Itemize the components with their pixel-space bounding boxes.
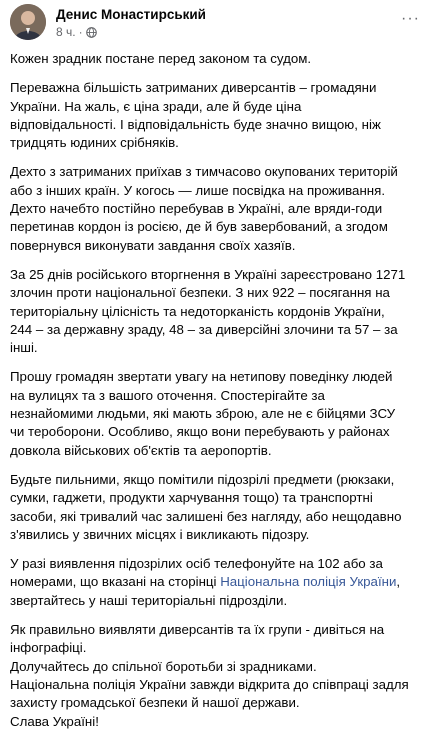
post-header [10, 4, 420, 40]
author-avatar[interactable] [10, 4, 46, 40]
globe-icon [86, 27, 97, 38]
post-paragraph: Дехто з затриманих приїхав з тимчасово окупованих територій або з інших країн. У когось — лише посвідка на проживання. Дехто начебто постійно перебував в Україні, але вряди-годи перетинав кордон із росією, де й був завербований, а згодом повернувся виконувати завдання своїх хазяїв. [10, 164, 398, 253]
post-paragraph: Кожен зрадник постане перед законом та судом. [10, 51, 312, 66]
post-time[interactable]: 8 ч. [56, 25, 76, 39]
post-line: Національна поліція України завжди відкрита до співпраці задля захисту громадської безпеки й нашої держави. [10, 676, 409, 711]
post-line: Слава Україні! [10, 713, 99, 729]
post-line: Долучайтесь до спільної боротьби зі зрадниками. [10, 658, 317, 674]
post-line: Як правильно виявляти диверсантів та їх групи - дивіться на інфографіці. [10, 622, 385, 656]
post-paragraph: За 25 днів російського вторгнення в Україні зареєстровано 1271 злочин проти національної безпеки. З них 922 – посягання на територіальну цілісність та недоторканість кордонів України, 244 – за державну зраду, 48 – за диверсійні злочини та 57 – за інші. [10, 266, 406, 356]
paragraph-text: У разі виявлення підозрілих осіб телефонуйте на 102 або за номерами, що вказані на сторінці [10, 556, 383, 590]
post-paragraph [10, 555, 410, 610]
meta-separator: · [78, 25, 83, 39]
post-paragraph: Прошу громадян звертати увагу на нетипову поведінку людей на вулицях та з вашого оточення. Спостерігайте за незнайомими людьми, які мають зброю, але не є бійцями ЗСУ чи тероборони. Особливо, якщо вони перебувають у районах довкола військових об'єктів та аеропортів. [10, 369, 396, 458]
post-paragraph: Переважна більшість затриманих диверсантів – громадяни України. На жаль, є ціна зради, але й буде ціна відповідальності. І відповідальність буде значно вищою, ніж тридцять юдиних срібняків. [10, 80, 381, 151]
post-body [10, 50, 410, 742]
author-name[interactable]: Денис Монастирський [56, 7, 206, 22]
post-paragraph: Будьте пильними, якщо помітили підозрілі предмети (рюкзаки, сумки, гаджети, продукти харчування тощо) та транспортні засоби, які тривалий час залишені без нагляду, або нещодавно з'явились у звичних місцях і викликають підозру. [10, 471, 402, 542]
more-options-icon[interactable]: ··· [401, 10, 420, 27]
paragraph-text: , звертайтесь у наші територіальні підрозділи. [10, 574, 401, 608]
post-meta [56, 25, 97, 39]
police-page-link[interactable]: Національна поліція України [220, 574, 397, 590]
post-paragraph [10, 621, 410, 731]
